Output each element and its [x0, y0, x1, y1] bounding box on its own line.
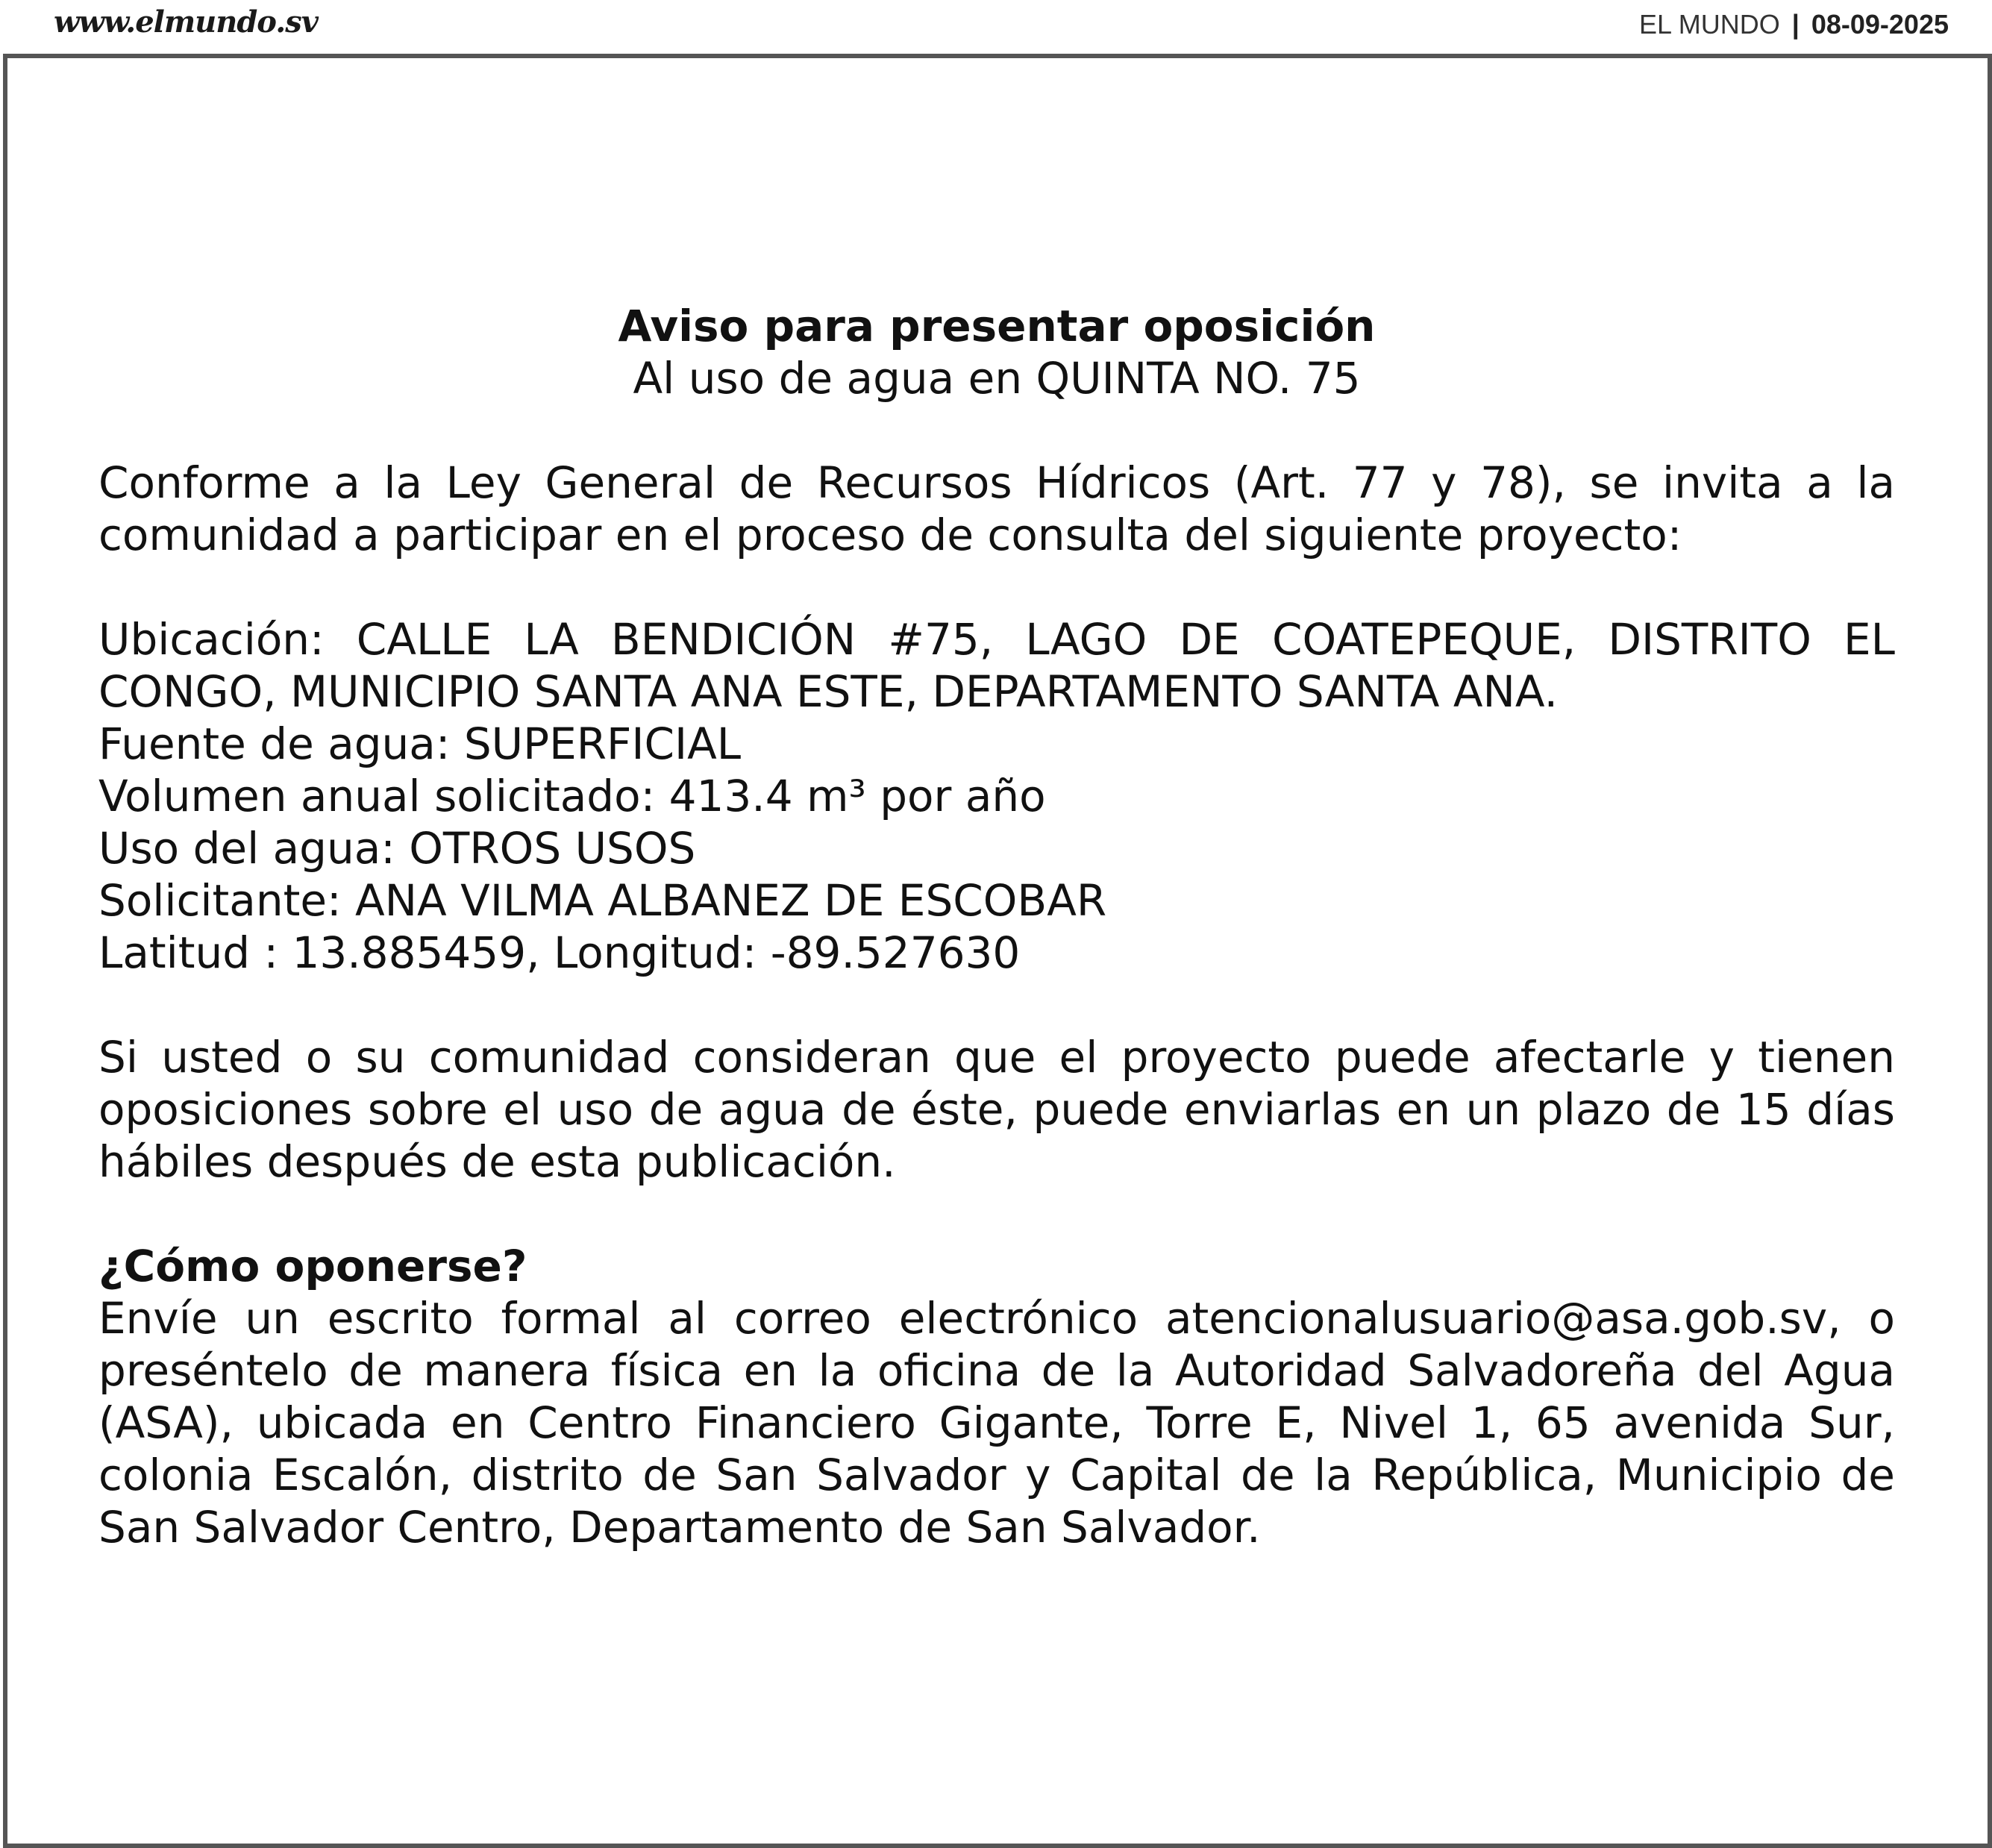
water-use-line: Uso del agua: OTROS USOS	[98, 823, 696, 874]
opposition-paragraph: Si usted o su comunidad consideran que el proyecto puede afectarle y tienen oposiciones sobre el uso de agua de éste, puede enviarlas en un plazo de 15 días hábiles después de esta publicación.	[98, 1032, 1895, 1187]
annual-volume-line: Volumen anual solicitado: 413.4 m³ por año	[98, 771, 1046, 821]
water-source-line: Fuente de agua: SUPERFICIAL	[98, 718, 742, 769]
notice-subtitle: Al uso de agua en QUINTA NO. 75	[633, 353, 1361, 404]
spacer	[98, 561, 1895, 613]
publication-name: EL MUNDO	[1639, 9, 1780, 40]
how-to-oppose-paragraph: Envíe un escrito formal al correo electrónico atencionalusuario@asa.gob.sv, o preséntelo de manera física en la oficina de la Autoridad Salvadoreña del Agua (ASA), ubicada en Centro Financiero Gigante, Torre E, Nivel 1, 65 avenida Sur, colonia Escalón, distrito de San Salvador y Capital de la República, Municipio de San Salvador Centro, Departamento de San Salvador.	[98, 1293, 1895, 1553]
location-line: Ubicación: CALLE LA BENDICIÓN #75, LAGO DE COATEPEQUE, DISTRITO EL CONGO, MUNICIPIO SANTA ANA ESTE, DEPARTAMENTO SANTA ANA.	[98, 614, 1895, 717]
masthead-separator: |	[1791, 9, 1800, 40]
publication-date: 08-09-2025	[1811, 9, 1949, 40]
spacer	[98, 979, 1895, 1031]
spacer	[98, 404, 1895, 457]
masthead	[1639, 9, 1949, 40]
page-header	[0, 0, 1992, 52]
applicant-line: Solicitante: ANA VILMA ALBANEZ DE ESCOBAR	[98, 875, 1107, 926]
notice-title: Aviso para presentar oposición	[618, 301, 1376, 351]
intro-paragraph: Conforme a la Ley General de Recursos Hídricos (Art. 77 y 78), se invita a la comunidad a participar en el proceso de consulta del siguiente proyecto:	[98, 457, 1895, 560]
how-to-oppose-heading: ¿Cómo oponerse?	[98, 1241, 527, 1291]
site-url[interactable]: www.elmundo.sv	[54, 4, 318, 40]
coordinates-line: Latitud : 13.885459, Longitud: -89.527630	[98, 927, 1021, 978]
spacer	[98, 1188, 1895, 1240]
notice-content	[98, 300, 1895, 1553]
